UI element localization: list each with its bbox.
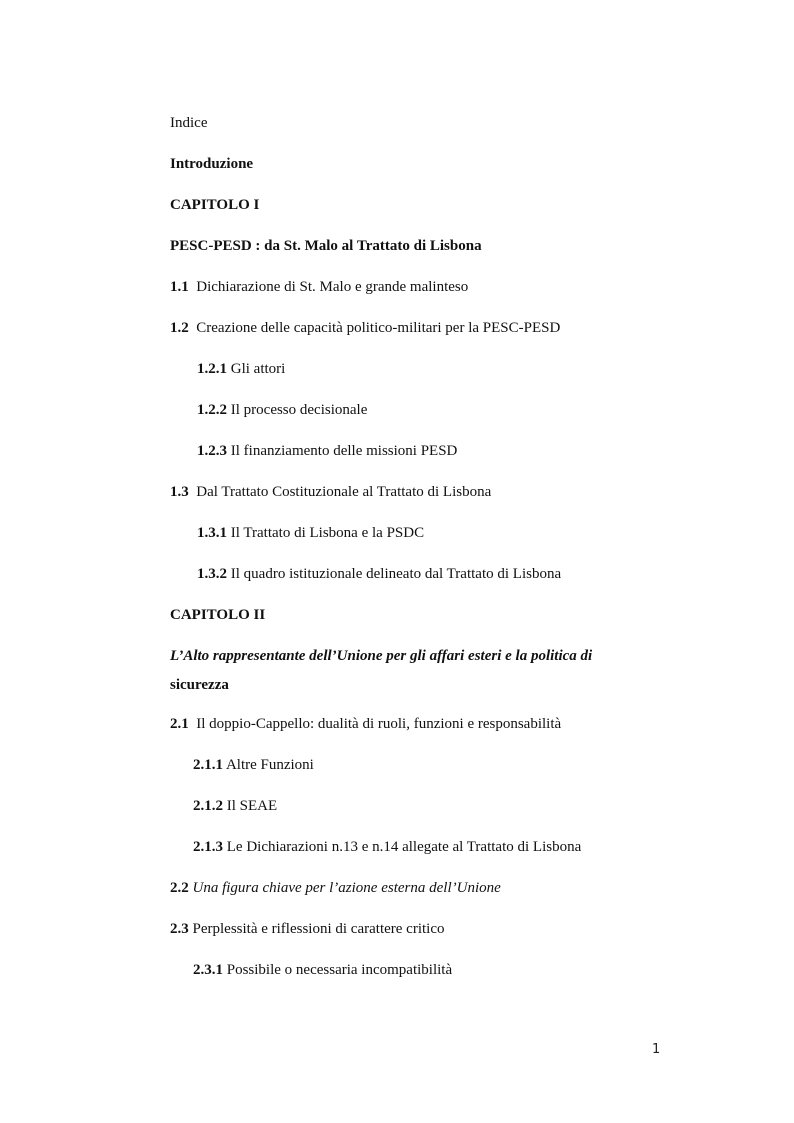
section-number: 1.2.1	[197, 361, 227, 377]
section-title: Una figura chiave per l’azione esterna dell’Unione	[192, 880, 501, 896]
section-number: 1.1	[170, 279, 189, 295]
section-number: 1.2	[170, 320, 189, 336]
toc-introduction: Introduzione	[170, 156, 254, 172]
section-title: Creazione delle capacità politico-militari per la PESC-PESD	[196, 320, 561, 336]
section-title: Il processo decisionale	[230, 402, 368, 418]
section-number: 1.2.2	[197, 402, 227, 418]
toc-subentry	[193, 796, 277, 816]
toc-entry	[170, 482, 491, 502]
toc-subentry	[193, 960, 452, 980]
toc-subentry	[197, 400, 367, 420]
toc-entry	[170, 878, 501, 898]
section-number: 2.3	[170, 921, 189, 937]
toc-subentry	[197, 359, 285, 379]
toc-subentry	[193, 755, 314, 775]
toc-subentry	[197, 523, 424, 543]
section-number: 2.1	[170, 716, 189, 732]
section-title: Il Trattato di Lisbona e la PSDC	[230, 525, 425, 541]
section-number: 2.2	[170, 880, 189, 896]
toc-subentry	[193, 837, 581, 857]
section-title: Il finanziamento delle missioni PESD	[230, 443, 458, 459]
section-number: 2.1.1	[193, 757, 223, 773]
index-heading: Indice	[170, 115, 208, 131]
section-number: 1.2.3	[197, 443, 227, 459]
section-title: Il doppio-Cappello: dualità di ruoli, funzioni e responsabilità	[196, 716, 562, 732]
section-number: 1.3.1	[197, 525, 227, 541]
chapter-1-label: CAPITOLO I	[170, 197, 260, 213]
toc-entry	[170, 277, 468, 297]
section-title: Dichiarazione di St. Malo e grande malinteso	[196, 279, 469, 295]
page-number: 1	[652, 1042, 661, 1057]
chapter-2-label: CAPITOLO II	[170, 607, 266, 623]
section-number: 2.1.3	[193, 839, 223, 855]
toc-subentry	[197, 564, 561, 584]
toc-entry	[170, 919, 444, 939]
toc-entry	[170, 714, 561, 734]
section-title: Il quadro istituzionale delineato dal Trattato di Lisbona	[230, 566, 562, 582]
section-number: 2.3.1	[193, 962, 223, 978]
section-title: Gli attori	[230, 361, 286, 377]
section-title: Perplessità e riflessioni di carattere critico	[192, 921, 445, 937]
section-number: 1.3	[170, 484, 189, 500]
chapter-2-title-line-1: L’Alto rappresentante dell’Unione per gli affari esteri e la politica di	[170, 648, 593, 664]
chapter-2-title-line-2: sicurezza	[170, 677, 229, 693]
section-title: Altre Funzioni	[225, 757, 314, 773]
section-number: 2.1.2	[193, 798, 223, 814]
section-title: Dal Trattato Costituzionale al Trattato di Lisbona	[196, 484, 492, 500]
chapter-1-title: PESC-PESD : da St. Malo al Trattato di Lisbona	[170, 238, 482, 254]
section-number: 1.3.2	[197, 566, 227, 582]
section-title: Possibile o necessaria incompatibilità	[226, 962, 453, 978]
section-title: Il SEAE	[226, 798, 278, 814]
toc-entry	[170, 318, 560, 338]
toc-subentry	[197, 441, 457, 461]
section-title: Le Dichiarazioni n.13 e n.14 allegate al Trattato di Lisbona	[226, 839, 582, 855]
